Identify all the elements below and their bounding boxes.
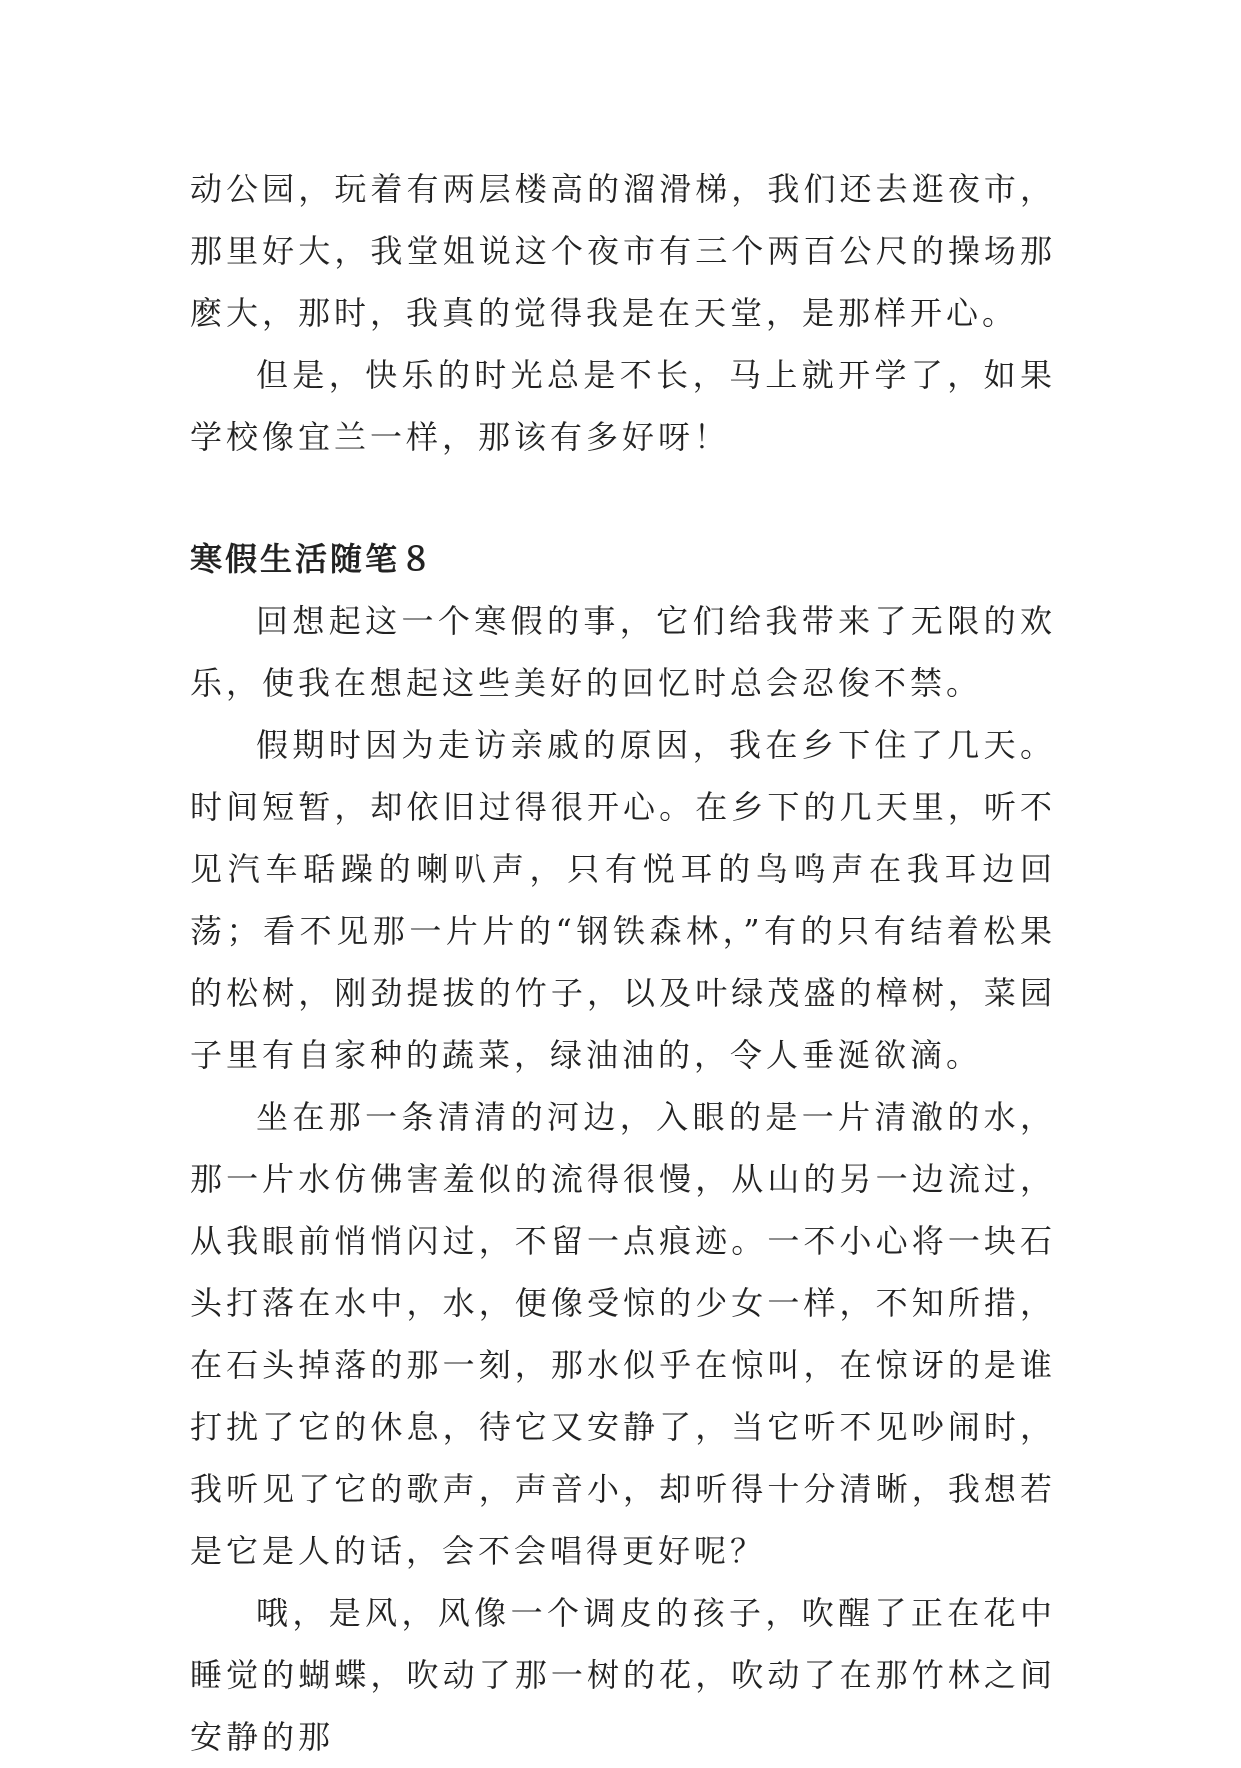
- paragraph-2: 假期时因为走访亲戚的原因，我在乡下住了几天。时间短暂，却依旧过得很开心。在乡下的几天里，听不见汽车聒躁的喇叭声，只有悦耳的鸟鸣声在我耳边回荡；看不见那一片片的“钢铁森林，”有的只有结着松果的松树，刚劲提拔的竹子，以及叶绿茂盛的樟树，菜园子里有自家种的蔬菜，绿油油的，令人垂涎欲滴。: [190, 726, 1056, 1074]
- section-title: 寒假生活随笔８: [190, 540, 436, 578]
- paragraph-1: 回想起这一个寒假的事，它们给我带来了无限的欢乐，使我在想起这些美好的回忆时总会忍俊不禁。: [190, 602, 1056, 702]
- paragraph-3: 坐在那一条清清的河边，入眼的是一片清澈的水，那一片水仿佛害羞似的流得很慢，从山的另一边流过，从我眼前悄悄闪过，不留一点痕迹。一不小心将一块石头打落在水中，水，便像受惊的少女一样，不知所措，在石头掉落的那一刻，那水似乎在惊叫，在惊讶的是谁打扰了它的休息，待它又安静了，当它听不见吵闹时，我听见了它的歌声，声音小，却听得十分清晰，我想若是它是人的话，会不会唱得更好呢？: [190, 1098, 1056, 1570]
- paragraph-continued-1: 动公园，玩着有两层楼高的溜滑梯，我们还去逛夜市，那里好大，我堂姐说这个夜市有三个两百公尺的操场那麽大，那时，我真的觉得我是在天堂，是那样开心。: [190, 170, 1056, 332]
- section-spacer: [190, 468, 1056, 528]
- paragraph-4: 哦，是风，风像一个调皮的孩子，吹醒了正在花中睡觉的蝴蝶，吹动了那一树的花，吹动了在那竹林之间安静的那: [190, 1594, 1056, 1756]
- document-body: [190, 158, 1056, 1768]
- paragraph-continued-2: 但是，快乐的时光总是不长，马上就开学了，如果学校像宜兰一样，那该有多好呀！: [190, 356, 1056, 456]
